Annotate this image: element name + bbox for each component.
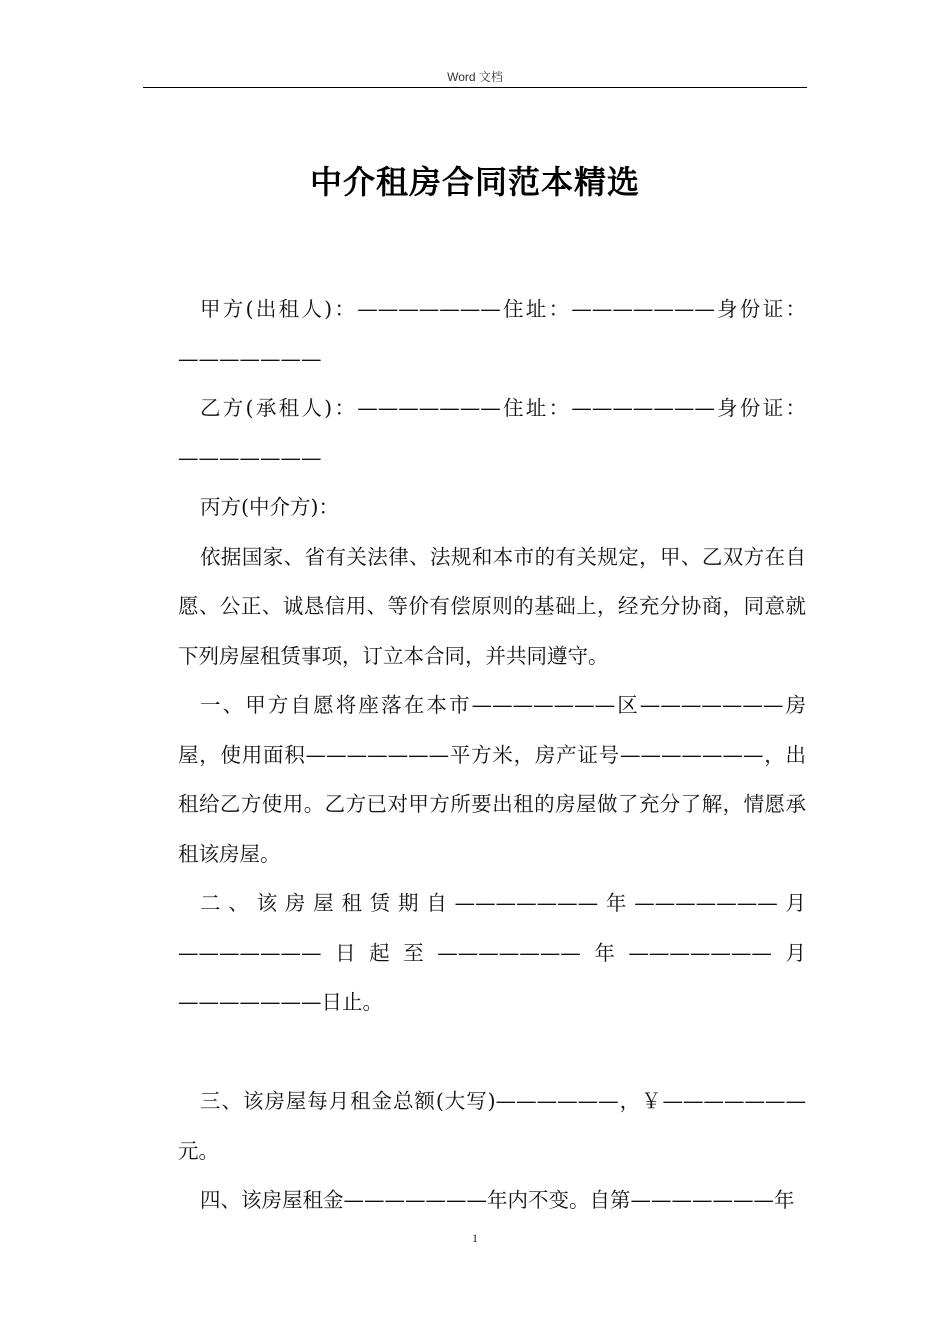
party-a-line: 甲方(出租人)：———————住址：———————身份证：——————— xyxy=(178,297,806,371)
party-b-line: 乙方(承租人)：———————住址：———————身份证：——————— xyxy=(178,396,806,470)
page-header-label: Word 文档 xyxy=(447,70,503,84)
clause-two: 二、该房屋租赁期自———————年———————月———————日起至———————年———————月———————日止。 xyxy=(178,891,806,1014)
document-title: 中介租房合同范本精选 xyxy=(309,163,640,201)
document-body xyxy=(178,285,806,1226)
header-divider xyxy=(143,87,807,88)
clause-one: 一、甲方自愿将座落在本市———————区———————房屋，使用面积———————平方米，房产证号———————，出租给乙方使用。乙方已对甲方所要出租的房屋做了充分了解，情愿承租该房屋。 xyxy=(178,693,806,866)
page-number: 1 xyxy=(472,1231,478,1245)
preamble-paragraph: 依据国家、省有关法律、法规和本市的有关规定，甲、乙双方在自愿、公正、诚恳信用、等价有偿原则的基础上，经充分协商，同意就下列房屋租赁事项，订立本合同，并共同遵守。 xyxy=(178,544,806,668)
clause-three: 三、该房屋每月租金总额(大写)——————，￥———————元。 xyxy=(178,1089,806,1163)
party-c-line: 丙方(中介方)： xyxy=(200,495,339,519)
clause-four: 四、该房屋租金———————年内不变。自第———————年 xyxy=(200,1188,795,1212)
